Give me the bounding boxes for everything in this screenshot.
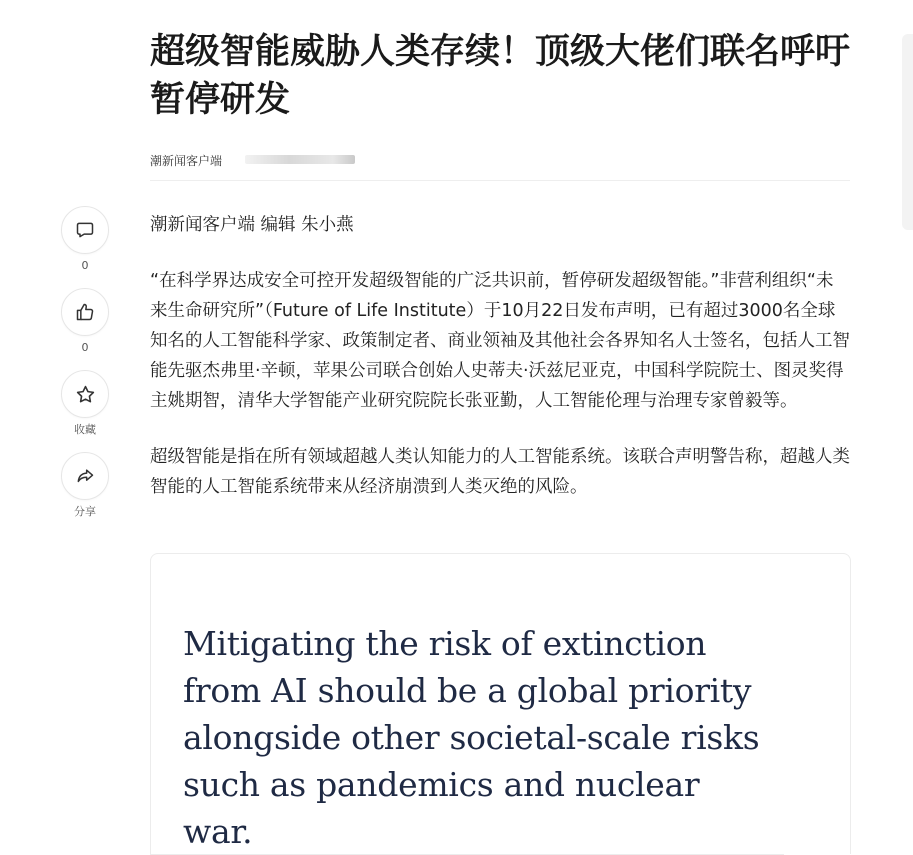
like-count: 0	[81, 341, 89, 354]
comment-button[interactable]	[61, 206, 109, 273]
article-title: 超级智能威胁人类存续！顶级大佬们联名呼吁暂停研发	[150, 32, 851, 120]
favorite-label: 收藏	[74, 423, 96, 436]
share-label: 分享	[74, 505, 96, 518]
favorite-button[interactable]	[61, 370, 109, 437]
article-body	[150, 210, 850, 502]
publish-time-blurred	[245, 155, 355, 164]
article-image	[150, 553, 784, 855]
like-button[interactable]	[61, 288, 109, 355]
article-meta	[150, 150, 850, 181]
article-image-edge	[783, 553, 851, 854]
article-paragraph: “在科学界达成安全可控开发超级智能的广泛共识前，暂停研发超级智能。”非营利组织“未来生命研究所”（Future of Life Institute）于10月22日发布声明，已有超过3000名全球知名的人工智能科学家、政策制定者、商业领袖及其他社会各界知名人士签名，包括人工智能先驱杰弗里·辛顿，苹果公司联合创始人史蒂夫·沃兹尼亚克，中国科学院院士、图灵奖得主姚期智，清华大学智能产业研究院院长张亚勤，人工智能伦理与治理专家曾毅等。	[150, 271, 850, 411]
thumbs-up-icon	[61, 288, 109, 336]
article-byline: 潮新闻客户端 编辑 朱小燕	[150, 215, 354, 235]
share-icon	[61, 452, 109, 500]
scrollbar[interactable]	[902, 34, 913, 230]
comment-icon	[61, 206, 109, 254]
article-paragraph: 超级智能是指在所有领域超越人类认知能力的人工智能系统。该联合声明警告称，超越人类智能的人工智能系统带来从经济崩溃到人类灭绝的风险。	[150, 447, 850, 497]
image-quote-text: Mitigating the risk of extinction from AI should be a global priority alongside other societal-scale risks such as pandemics and nuclear war.	[183, 624, 760, 851]
article-source: 潮新闻客户端	[150, 154, 223, 168]
star-icon	[61, 370, 109, 418]
share-button[interactable]	[61, 452, 109, 519]
comment-count: 0	[81, 259, 89, 272]
